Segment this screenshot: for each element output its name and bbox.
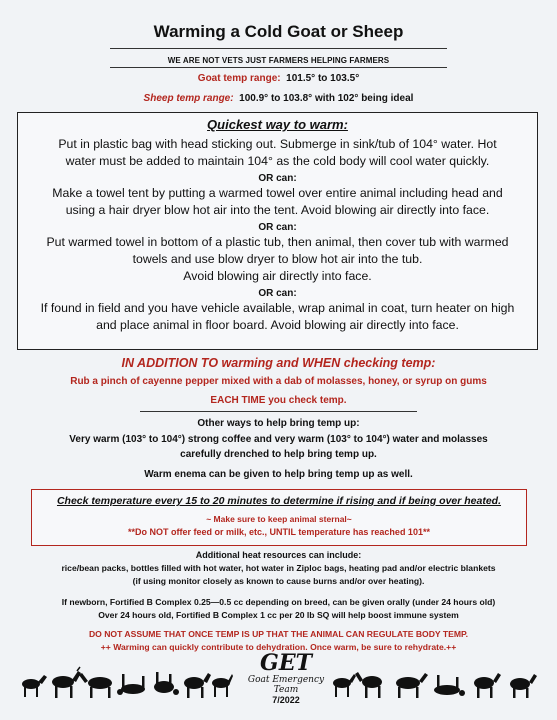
goat-silhouette-icon: [474, 673, 501, 698]
resources-line: (if using monitor closely as known to cause burns and/or over heating).: [132, 576, 425, 586]
quick-line: Put in plastic bag with head sticking out. Submerge in sink/tub of 104° water. Hot: [58, 137, 497, 151]
goat-silhouette-icon: [117, 674, 145, 695]
addition-line: Rub a pinch of cayenne pepper mixed with a dab of molasses, honey, or syrup on gums: [70, 376, 487, 387]
logo-mark: GET: [260, 650, 312, 676]
other-ways-line: Warm enema can be given to help bring temp up as well.: [144, 469, 413, 480]
quick-line: If found in field and you have vehicle available, wrap animal in coat, turn heater on high: [40, 301, 515, 315]
goat-range-value: 101.5° to 103.5°: [286, 73, 360, 84]
goat-silhouette-icon: [212, 674, 233, 697]
logo-text: Goat Emergency Team: [247, 675, 325, 695]
newborn-line: If newborn, Fortified B Complex 0.25—0.5 cc depending on breed, can be given orally (under 24 hours old): [61, 597, 496, 607]
goat-silhouette-icon: [396, 673, 428, 698]
goat-silhouette-icon: [355, 672, 382, 698]
addition-divider: [140, 411, 417, 412]
goat-emergency-team-logo: [246, 651, 326, 709]
goat-silhouettes-left: [18, 662, 233, 702]
warning-line: ++ Warming can quickly contribute to dehydration. Once warm, be sure to rehydrate.++: [100, 642, 457, 652]
quick-line: using a hair dryer blow hot air into the tent. Avoid blowing air directly into face.: [65, 203, 490, 217]
goat-silhouette-icon: [79, 673, 112, 698]
sheep-range-value: 100.9° to 103.8° with 102° being ideal: [239, 93, 414, 104]
warning-line: DO NOT ASSUME THAT ONCE TEMP IS UP THAT THE ANIMAL CAN REGULATE BODY TEMP.: [88, 629, 469, 639]
check-temperature-box: [31, 489, 527, 546]
goat-silhouette-icon: [510, 674, 537, 698]
subtitle-divider: [110, 67, 447, 68]
resources-line: rice/bean packs, bottles filled with hot water, hot water in Ziploc bags, heating pad and/or electric blankets: [61, 563, 496, 573]
newborn-line: Over 24 hours old, Fortified B Complex 1 cc per 20 lb SQ will help boost immune system: [98, 610, 459, 620]
goat-silhouette-icon: [184, 673, 211, 698]
quick-line: towels and use blow dryer to blow hot air into the tub.: [132, 252, 423, 266]
quick-line: Put warmed towel in bottom of a plastic tub, then animal, then cover tub with warmed: [46, 235, 509, 249]
sheep-range-label: Sheep temp range:: [143, 93, 234, 104]
page-title: Warming a Cold Goat or Sheep: [153, 22, 404, 41]
quick-line: Make a towel tent by putting a warmed towel over entire animal including head and: [52, 186, 503, 200]
goat-silhouette-icon: [434, 675, 465, 696]
goat-temp-range: [0, 73, 557, 84]
disclaimer-subtitle: WE ARE NOT VETS JUST FARMERS HELPING FARMERS: [167, 56, 390, 65]
check-heading: Check temperature every 15 to 20 minutes to determine if rising and if being over heated.: [56, 495, 502, 507]
quick-line: Avoid blowing air directly into face.: [183, 269, 372, 283]
title-divider: [110, 48, 447, 49]
or-can-label: OR can:: [258, 222, 297, 233]
document-date: 7/2022: [272, 695, 300, 705]
goat-silhouette-icon: [333, 674, 356, 697]
or-can-label: OR can:: [258, 288, 297, 299]
quickest-heading: Quickest way to warm:: [207, 117, 348, 132]
goat-silhouette-icon: [22, 675, 47, 697]
quick-line: water must be added to maintain 104° as the cold body will cool water quickly.: [65, 154, 490, 168]
goat-silhouettes-right: [330, 662, 540, 702]
other-ways-heading: Other ways to help bring temp up:: [197, 418, 360, 429]
or-can-label: OR can:: [258, 173, 297, 184]
addition-heading: IN ADDITION TO warming and WHEN checking temp:: [121, 356, 436, 370]
goat-silhouette-icon: [52, 667, 81, 698]
sheep-temp-range: [0, 93, 557, 104]
other-ways-line: Very warm (103° to 104°) strong coffee and very warm (103° to 104°) water and molasses: [69, 434, 488, 445]
goat-range-label: Goat temp range:: [197, 73, 281, 84]
check-line: **Do NOT offer feed or milk, etc., UNTIL temperature has reached 101**: [128, 527, 430, 537]
check-line: ~ Make sure to keep animal sternal~: [206, 514, 352, 524]
quick-line: and place animal in floor board. Avoid blowing air directly into face.: [96, 318, 459, 332]
resources-heading: Additional heat resources can include:: [195, 550, 362, 560]
quickest-warming-box: [17, 112, 538, 350]
other-ways-line: carefully drenched to help bring temp up.: [180, 449, 377, 460]
goat-silhouette-icon: [154, 672, 179, 695]
addition-line: EACH TIME you check temp.: [210, 395, 347, 406]
